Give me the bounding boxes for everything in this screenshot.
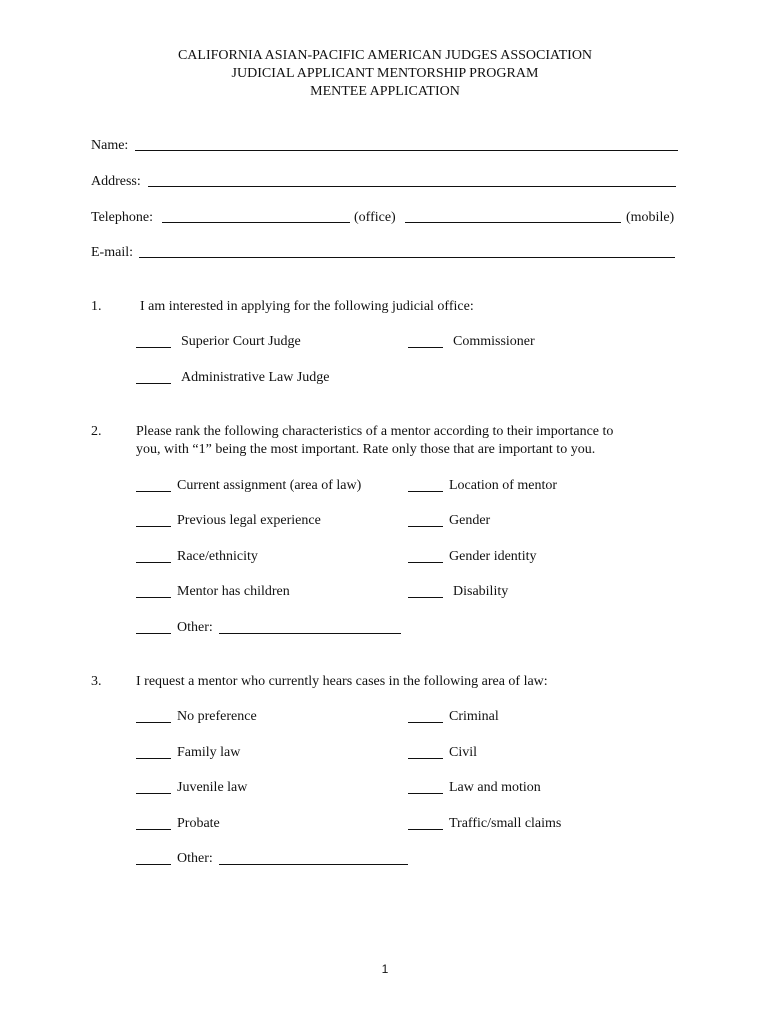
q2-previous-experience-label: Previous legal experience <box>177 513 321 528</box>
q2-current-assignment-label: Current assignment (area of law) <box>177 478 362 493</box>
q2-gender-blank[interactable] <box>408 526 443 527</box>
q2-previous-experience-blank[interactable] <box>136 526 171 527</box>
q3-criminal-label: Criminal <box>449 709 499 724</box>
q2-gender-identity-blank[interactable] <box>408 562 443 563</box>
q3-family-law-label: Family law <box>177 745 241 760</box>
q2-race-ethnicity-blank[interactable] <box>136 562 171 563</box>
q2-other-blank[interactable] <box>136 633 171 634</box>
q2-gender-label: Gender <box>449 513 491 528</box>
q2-mentor-children-blank[interactable] <box>136 597 171 598</box>
q3-other-label: Other: <box>177 851 213 866</box>
q1-commissioner-label: Commissioner <box>453 334 535 349</box>
q3-number: 3. <box>91 674 102 689</box>
q1-commissioner-blank[interactable] <box>408 347 443 348</box>
q3-no-preference-blank[interactable] <box>136 722 171 723</box>
q2-number: 2. <box>91 424 102 439</box>
address-field[interactable] <box>148 186 676 187</box>
office-phone-field[interactable] <box>162 222 350 223</box>
email-label: E-mail: <box>91 245 133 260</box>
q3-criminal-blank[interactable] <box>408 722 443 723</box>
mobile-label: (mobile) <box>626 210 675 225</box>
q3-juvenile-law-label: Juvenile law <box>177 780 248 795</box>
form-title: MENTEE APPLICATION <box>310 84 460 99</box>
address-label: Address: <box>91 174 141 189</box>
q1-text: I am interested in applying for the following judicial office: <box>140 299 474 314</box>
q2-disability-blank[interactable] <box>408 597 443 598</box>
q2-disability-label: Disability <box>453 584 509 599</box>
name-label: Name: <box>91 138 129 153</box>
program-title: JUDICIAL APPLICANT MENTORSHIP PROGRAM <box>231 66 539 81</box>
q1-superior-court-judge-blank[interactable] <box>136 347 171 348</box>
q2-text-line1: Please rank the following characteristics of a mentor according to their importance to <box>136 424 614 439</box>
q3-civil-blank[interactable] <box>408 758 443 759</box>
q3-other-blank[interactable] <box>136 864 171 865</box>
q3-family-law-blank[interactable] <box>136 758 171 759</box>
q3-law-and-motion-blank[interactable] <box>408 793 443 794</box>
name-field[interactable] <box>135 150 678 151</box>
q2-location-blank[interactable] <box>408 491 443 492</box>
page-number: 1 <box>381 962 389 976</box>
q2-current-assignment-blank[interactable] <box>136 491 171 492</box>
office-label: (office) <box>354 210 396 225</box>
q1-number: 1. <box>91 299 102 314</box>
mobile-phone-field[interactable] <box>405 222 621 223</box>
q3-traffic-small-claims-label: Traffic/small claims <box>449 816 562 831</box>
q1-superior-court-judge-label: Superior Court Judge <box>181 334 301 349</box>
q2-text-line2: you, with “1” being the most important. Rate only those that are important to you. <box>136 442 596 457</box>
q3-other-field[interactable] <box>219 864 408 865</box>
q3-probate-blank[interactable] <box>136 829 171 830</box>
q2-other-label: Other: <box>177 620 213 635</box>
q3-traffic-small-claims-blank[interactable] <box>408 829 443 830</box>
q3-probate-label: Probate <box>177 816 220 831</box>
q2-mentor-children-label: Mentor has children <box>177 584 290 599</box>
q2-location-label: Location of mentor <box>449 478 558 493</box>
q3-civil-label: Civil <box>449 745 478 760</box>
q2-race-ethnicity-label: Race/ethnicity <box>177 549 258 564</box>
org-title: CALIFORNIA ASIAN-PACIFIC AMERICAN JUDGES ASSOCIATION <box>177 48 593 63</box>
q1-administrative-law-judge-label: Administrative Law Judge <box>181 370 330 385</box>
q3-no-preference-label: No preference <box>177 709 257 724</box>
telephone-label: Telephone: <box>91 210 153 225</box>
q1-administrative-law-judge-blank[interactable] <box>136 383 171 384</box>
q2-gender-identity-label: Gender identity <box>449 549 537 564</box>
q3-text: I request a mentor who currently hears cases in the following area of law: <box>136 674 548 689</box>
email-field[interactable] <box>139 257 675 258</box>
q2-other-field[interactable] <box>219 633 401 634</box>
q3-juvenile-law-blank[interactable] <box>136 793 171 794</box>
q3-law-and-motion-label: Law and motion <box>449 780 541 795</box>
